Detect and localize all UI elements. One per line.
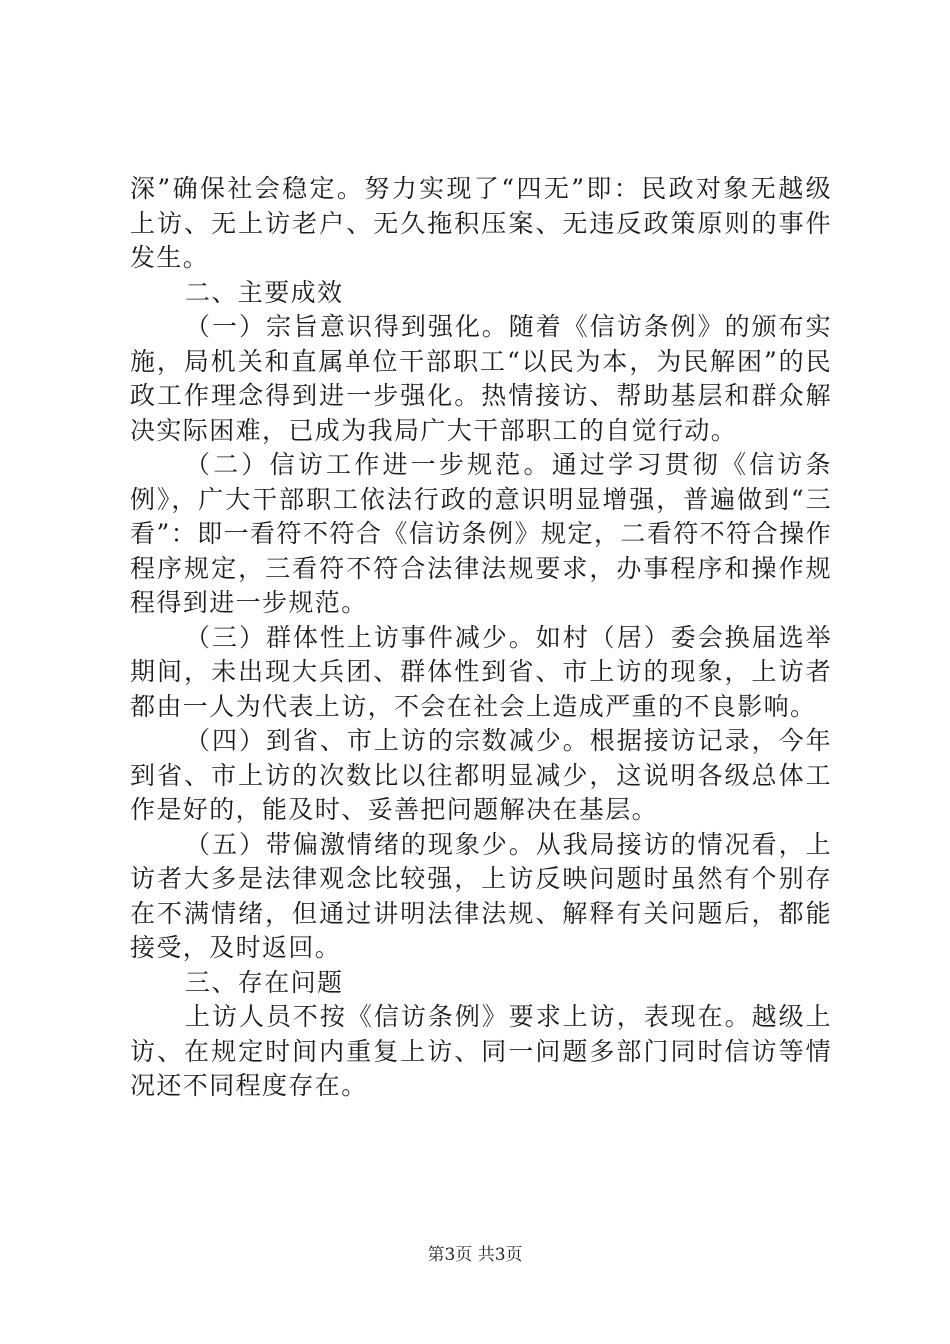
- paragraph-item-2: （二）信访工作进一步规范。通过学习贯彻《信访条例》，广大干部职工依法行政的意识明显增强，普遍做到“三看”：即一看符不符合《信访条例》规定，二看符不符合操作程序规定，三看符不符合法律法规要求，办事程序和操作规程得到进一步规范。: [130, 450, 832, 617]
- paragraph-item-5: （五）带偏激情绪的现象少。从我局接访的情况看，上访者大多是法律观念比较强，上访反映问题时虽然有个别存在不满情绪，但通过讲明法律法规、解释有关问题后，都能接受，及时返回。: [130, 829, 832, 962]
- section-heading-main-results: 二、主要成效: [185, 277, 344, 307]
- paragraph-problems: 上访人员不按《信访条例》要求上访，表现在。越级上访、在规定时间内重复上访、同一问题多部门同时信访等情况还不同程度存在。: [130, 1002, 832, 1100]
- document-body: [130, 172, 832, 1104]
- paragraph-item-3: （三）群体性上访事件减少。如村（居）委会换届选举期间，未出现大兵团、群体性到省、市上访的现象，上访者都由一人为代表上访，不会在社会上造成严重的不良影响。: [130, 622, 832, 721]
- paragraph-item-1: （一）宗旨意识得到强化。随着《信访条例》的颁布实施，局机关和直属单位干部职工“以民为本，为民解困”的民政工作理念得到进一步强化。热情接访、帮助基层和群众解决实际困难，已成为我局广大干部职工的自觉行动。: [130, 312, 832, 445]
- page-total: 共3页: [477, 1245, 523, 1265]
- paragraph-item-4: （四）到省、市上访的宗数减少。根据接访记录，今年到省、市上访的次数比以往都明显减少，这说明各级总体工作是好的，能及时、妥善把问题解决在基层。: [130, 726, 832, 824]
- page-footer: [0, 1244, 950, 1266]
- continuation-paragraph: 深”确保社会稳定。努力实现了“四无”即：民政对象无越级上访、无上访老户、无久拖积压案、无违反政策原则的事件发生。: [130, 174, 832, 272]
- section-heading-existing-problems: 三、存在问题: [185, 967, 344, 997]
- page-number: 第3页: [427, 1245, 473, 1265]
